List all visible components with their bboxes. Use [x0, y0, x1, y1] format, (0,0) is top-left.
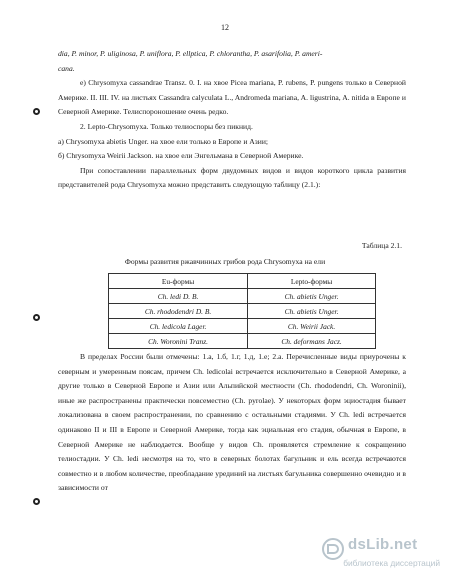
table-header-cell: Lepto-формы	[248, 274, 376, 289]
watermark-subtitle: библиотека диссертаций	[343, 558, 440, 568]
table-cell: Ch. rhododendri D. B.	[109, 304, 248, 319]
paragraph-russia: В пределах России были отмечены: 1.а, 1.б, 1.г, 1.д, 1.е; 2.а. Перечисленные виды приурочены к северным и умеренным поясам, причем Ch. ledicolai встречается исключительно в Северной Америке, а другие только в Северной Европе и Азии или Альпийской местности (Ch. rhododendri, Ch. Woroninii), иные же распространены практически повсеместно (Ch. pyrolae). У некоторых форм эциостадия бывает локализована в своем распространении, по сравнению с остальными стадиями. У Ch. ledi встречается одинаково II и III в Европе и Северной Америке, тогда как эциальная его стадия, обычная в Европе, в Северной Америке не наблюдается. Вообще у видов Ch. проявляется стремление к сокращению телиостадии. У Ch. ledi несмотря на то, что в северных болотах багульник и ель всегда встречаются совместно и в любом количестве, преобладание урединий на листьях багульника совершенно очевидно и в зависимости от	[58, 352, 406, 493]
paragraph-e: e) Chrysomyxa cassandrae Transz. 0. I. на хвое Picea mariana, P. rubens, P. pungens только в Северной Америке. II. III. IV. на листьях Cassandra calyculata L., Andromeda mariana, A. ligustrina, A. nitida в Европе и Северной Америке. Телиспороношение очень редко.	[58, 78, 406, 117]
forms-table	[108, 273, 376, 349]
list-item-b: б) Chrysomyxa Weirii Jackson. на хвое ели Энгельмана в Северной Америке.	[58, 151, 304, 161]
text-line: dia, P. minor, P. uliginosa, P. uniflora, P. ellptica, P. chlorantha, P. asarifolia, P. ameri-	[58, 49, 323, 58]
dslib-logo-icon	[322, 538, 344, 560]
top-text-block	[58, 47, 406, 193]
table-row	[109, 334, 376, 349]
watermark	[322, 536, 440, 570]
margin-dot-icon	[33, 108, 40, 115]
table-row	[109, 304, 376, 319]
table-cell: Ch. deformans Jacz.	[248, 334, 376, 349]
table-cell: Ch. abietis Unger.	[248, 304, 376, 319]
table-cell: Ch. Weirii Jack.	[248, 319, 376, 334]
list-item-2: 2. Lepto-Chrysomyxa. Только телиоспоры без пикнид.	[80, 121, 253, 131]
table-header-row	[109, 274, 376, 289]
table-cell: Ch. ledi D. B.	[109, 289, 248, 304]
watermark-title: dsLib.net	[348, 536, 418, 553]
table-cell: Ch. abietis Unger.	[248, 289, 376, 304]
bottom-text-block	[58, 350, 406, 496]
paragraph-compare: При сопоставлении параллельных форм двудомных видов и видов короткого цикла развития представителей рода Chrysomyxa можно представить следующую таблицу (2.1.):	[58, 165, 406, 190]
table-row	[109, 289, 376, 304]
table-cell: Ch. ledicola Lager.	[109, 319, 248, 334]
table-header-cell: Eu-формы	[109, 274, 248, 289]
list-item-a: а) Chrysomyxa abietis Unger. на хвое ели только в Европе и Азии;	[58, 136, 269, 146]
margin-dot-icon	[33, 498, 40, 505]
text-line: cana.	[58, 63, 75, 73]
table-cell: Ch. Woronini Tranz.	[109, 334, 248, 349]
margin-dot-icon	[33, 314, 40, 321]
table-label: Таблица 2.1.	[361, 241, 402, 250]
page-number: 12	[221, 23, 229, 32]
table-caption: Формы развития ржавчинных грибов рода Chrysomyxa на ели	[124, 257, 326, 266]
table-row	[109, 319, 376, 334]
